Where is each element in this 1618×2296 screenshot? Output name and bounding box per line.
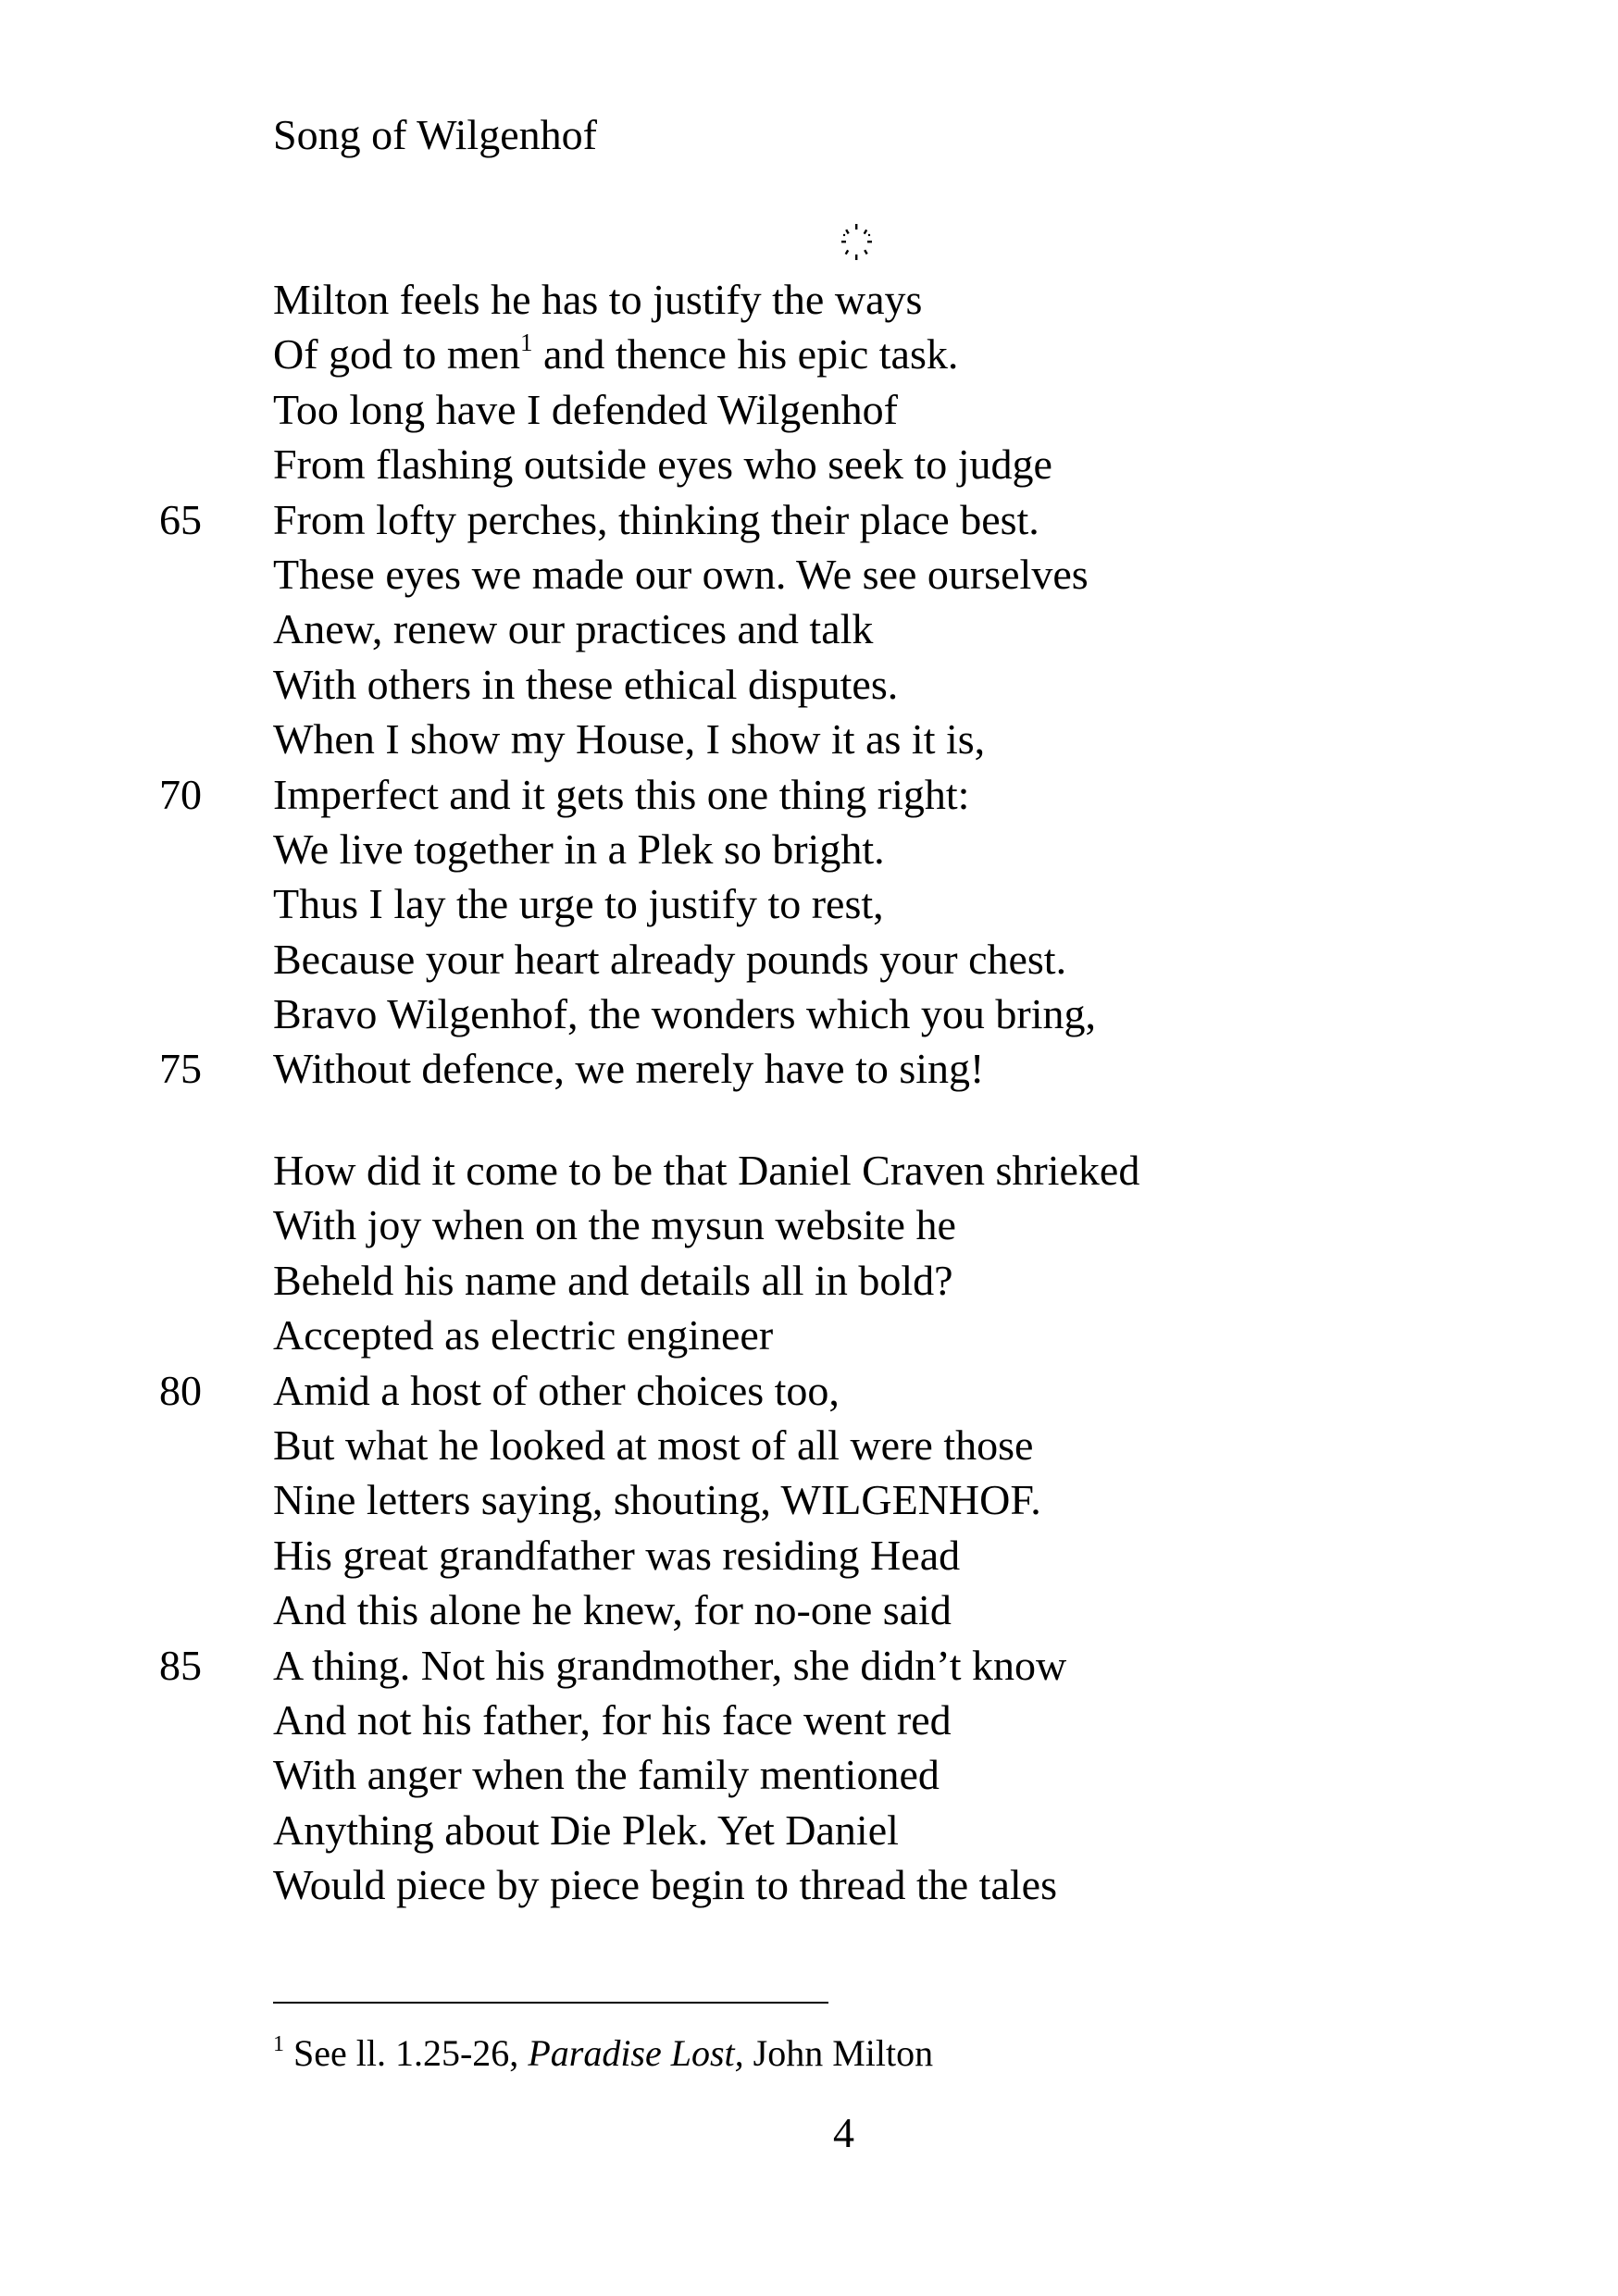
verse-line <box>0 932 1618 987</box>
stanza-2 <box>0 1143 1618 1912</box>
verse-line <box>0 1253 1618 1308</box>
verse-line <box>0 987 1618 1041</box>
verse-line <box>0 657 1618 712</box>
page-number: 4 <box>833 2109 854 2156</box>
verse-line <box>0 547 1618 602</box>
line-text: Amid a host of other choices too, <box>273 1366 840 1414</box>
verse-line <box>0 767 1618 822</box>
line-text: From flashing outside eyes who seek to judge <box>273 441 1052 489</box>
line-text: When I show my House, I show it as it is, <box>273 715 986 763</box>
line-text: Bravo Wilgenhof, the wonders which you bring, <box>273 990 1097 1038</box>
footnote-work-title: Paradise Lost, <box>528 2032 744 2074</box>
line-text: Nine letters saying, shouting, WILGENHOF. <box>273 1476 1041 1524</box>
line-text: Without defence, we merely have to sing! <box>273 1045 985 1093</box>
line-text: We live together in a Plek so bright. <box>273 825 885 873</box>
footnote-separator-rule <box>273 2002 828 2004</box>
line-text-part: and thence his epic task. <box>532 330 959 379</box>
line-number: 80 <box>159 1366 202 1414</box>
line-text: From lofty perches, thinking their place best. <box>273 495 1039 543</box>
verse-line <box>0 437 1618 491</box>
verse-line <box>0 822 1618 876</box>
verse-line <box>0 382 1618 437</box>
verse-line <box>0 1803 1618 1857</box>
line-text: Anew, renew our practices and talk <box>273 605 874 653</box>
verse-line <box>0 1418 1618 1472</box>
footnote <box>273 2030 933 2077</box>
verse-line <box>0 1747 1618 1802</box>
line-text: With anger when the family mentioned <box>273 1751 940 1799</box>
line-text: These eyes we made our own. We see ourselves <box>273 550 1089 598</box>
footnote-reference-text: See ll. 1.25-26, <box>284 2032 529 2074</box>
line-text: How did it come to be that Daniel Craven shrieked <box>273 1147 1140 1194</box>
verse-line <box>0 602 1618 656</box>
line-text: And this alone he knew, for no-one said <box>273 1586 952 1634</box>
verse-line <box>0 327 1618 381</box>
line-text: A thing. Not his grandmother, she didn’t know <box>273 1641 1067 1689</box>
line-text: Imperfect and it gets this one thing right: <box>273 770 970 818</box>
verse-line <box>0 1308 1618 1362</box>
line-text: Because your heart already pounds your chest. <box>273 935 1067 983</box>
line-text: But what he looked at most of all were those <box>273 1421 1034 1469</box>
line-text: Thus I lay the urge to justify to rest, <box>273 880 884 928</box>
sparkle-ornament-icon <box>839 222 876 263</box>
line-number: 65 <box>159 495 202 543</box>
line-number: 70 <box>159 770 202 818</box>
line-text: His great grandfather was residing Head <box>273 1531 961 1579</box>
line-text-part: Of god to men <box>273 330 521 379</box>
line-text: Too long have I defended Wilgenhof <box>273 385 898 433</box>
verse-line <box>0 1198 1618 1252</box>
running-header-title: Song of Wilgenhof <box>273 111 597 158</box>
line-text: Anything about Die Plek. Yet Daniel <box>273 1806 899 1854</box>
line-text: And not his father, for his face went red <box>273 1695 952 1744</box>
line-number: 85 <box>159 1641 202 1689</box>
line-text: With joy when on the mysun website he <box>273 1201 956 1249</box>
line-number: 75 <box>159 1045 202 1093</box>
line-text: With others in these ethical disputes. <box>273 660 899 708</box>
verse-line <box>0 1363 1618 1418</box>
verse-line <box>0 1638 1618 1693</box>
verse-line <box>0 1041 1618 1096</box>
verse-line <box>0 492 1618 547</box>
line-text: Would piece by piece begin to thread the tales <box>273 1861 1057 1909</box>
verse-line <box>0 712 1618 766</box>
verse-line <box>0 1582 1618 1637</box>
verse-line <box>0 1528 1618 1582</box>
line-text: Milton feels he has to justify the ways <box>273 276 923 323</box>
verse-line <box>0 1143 1618 1198</box>
verse-line <box>0 876 1618 931</box>
line-text-with-footnote <box>273 327 958 381</box>
verse-line <box>0 1693 1618 1747</box>
line-text: Accepted as electric engineer <box>273 1311 774 1359</box>
stanza-1 <box>0 272 1618 1097</box>
line-text: Beheld his name and details all in bold? <box>273 1256 953 1304</box>
footnote-author: John Milton <box>743 2032 934 2074</box>
footnote-mark: 1 <box>273 2032 284 2056</box>
verse-line <box>0 272 1618 327</box>
footnote-reference[interactable]: 1 <box>520 329 533 357</box>
verse-line <box>0 1857 1618 1912</box>
verse-line <box>0 1472 1618 1527</box>
